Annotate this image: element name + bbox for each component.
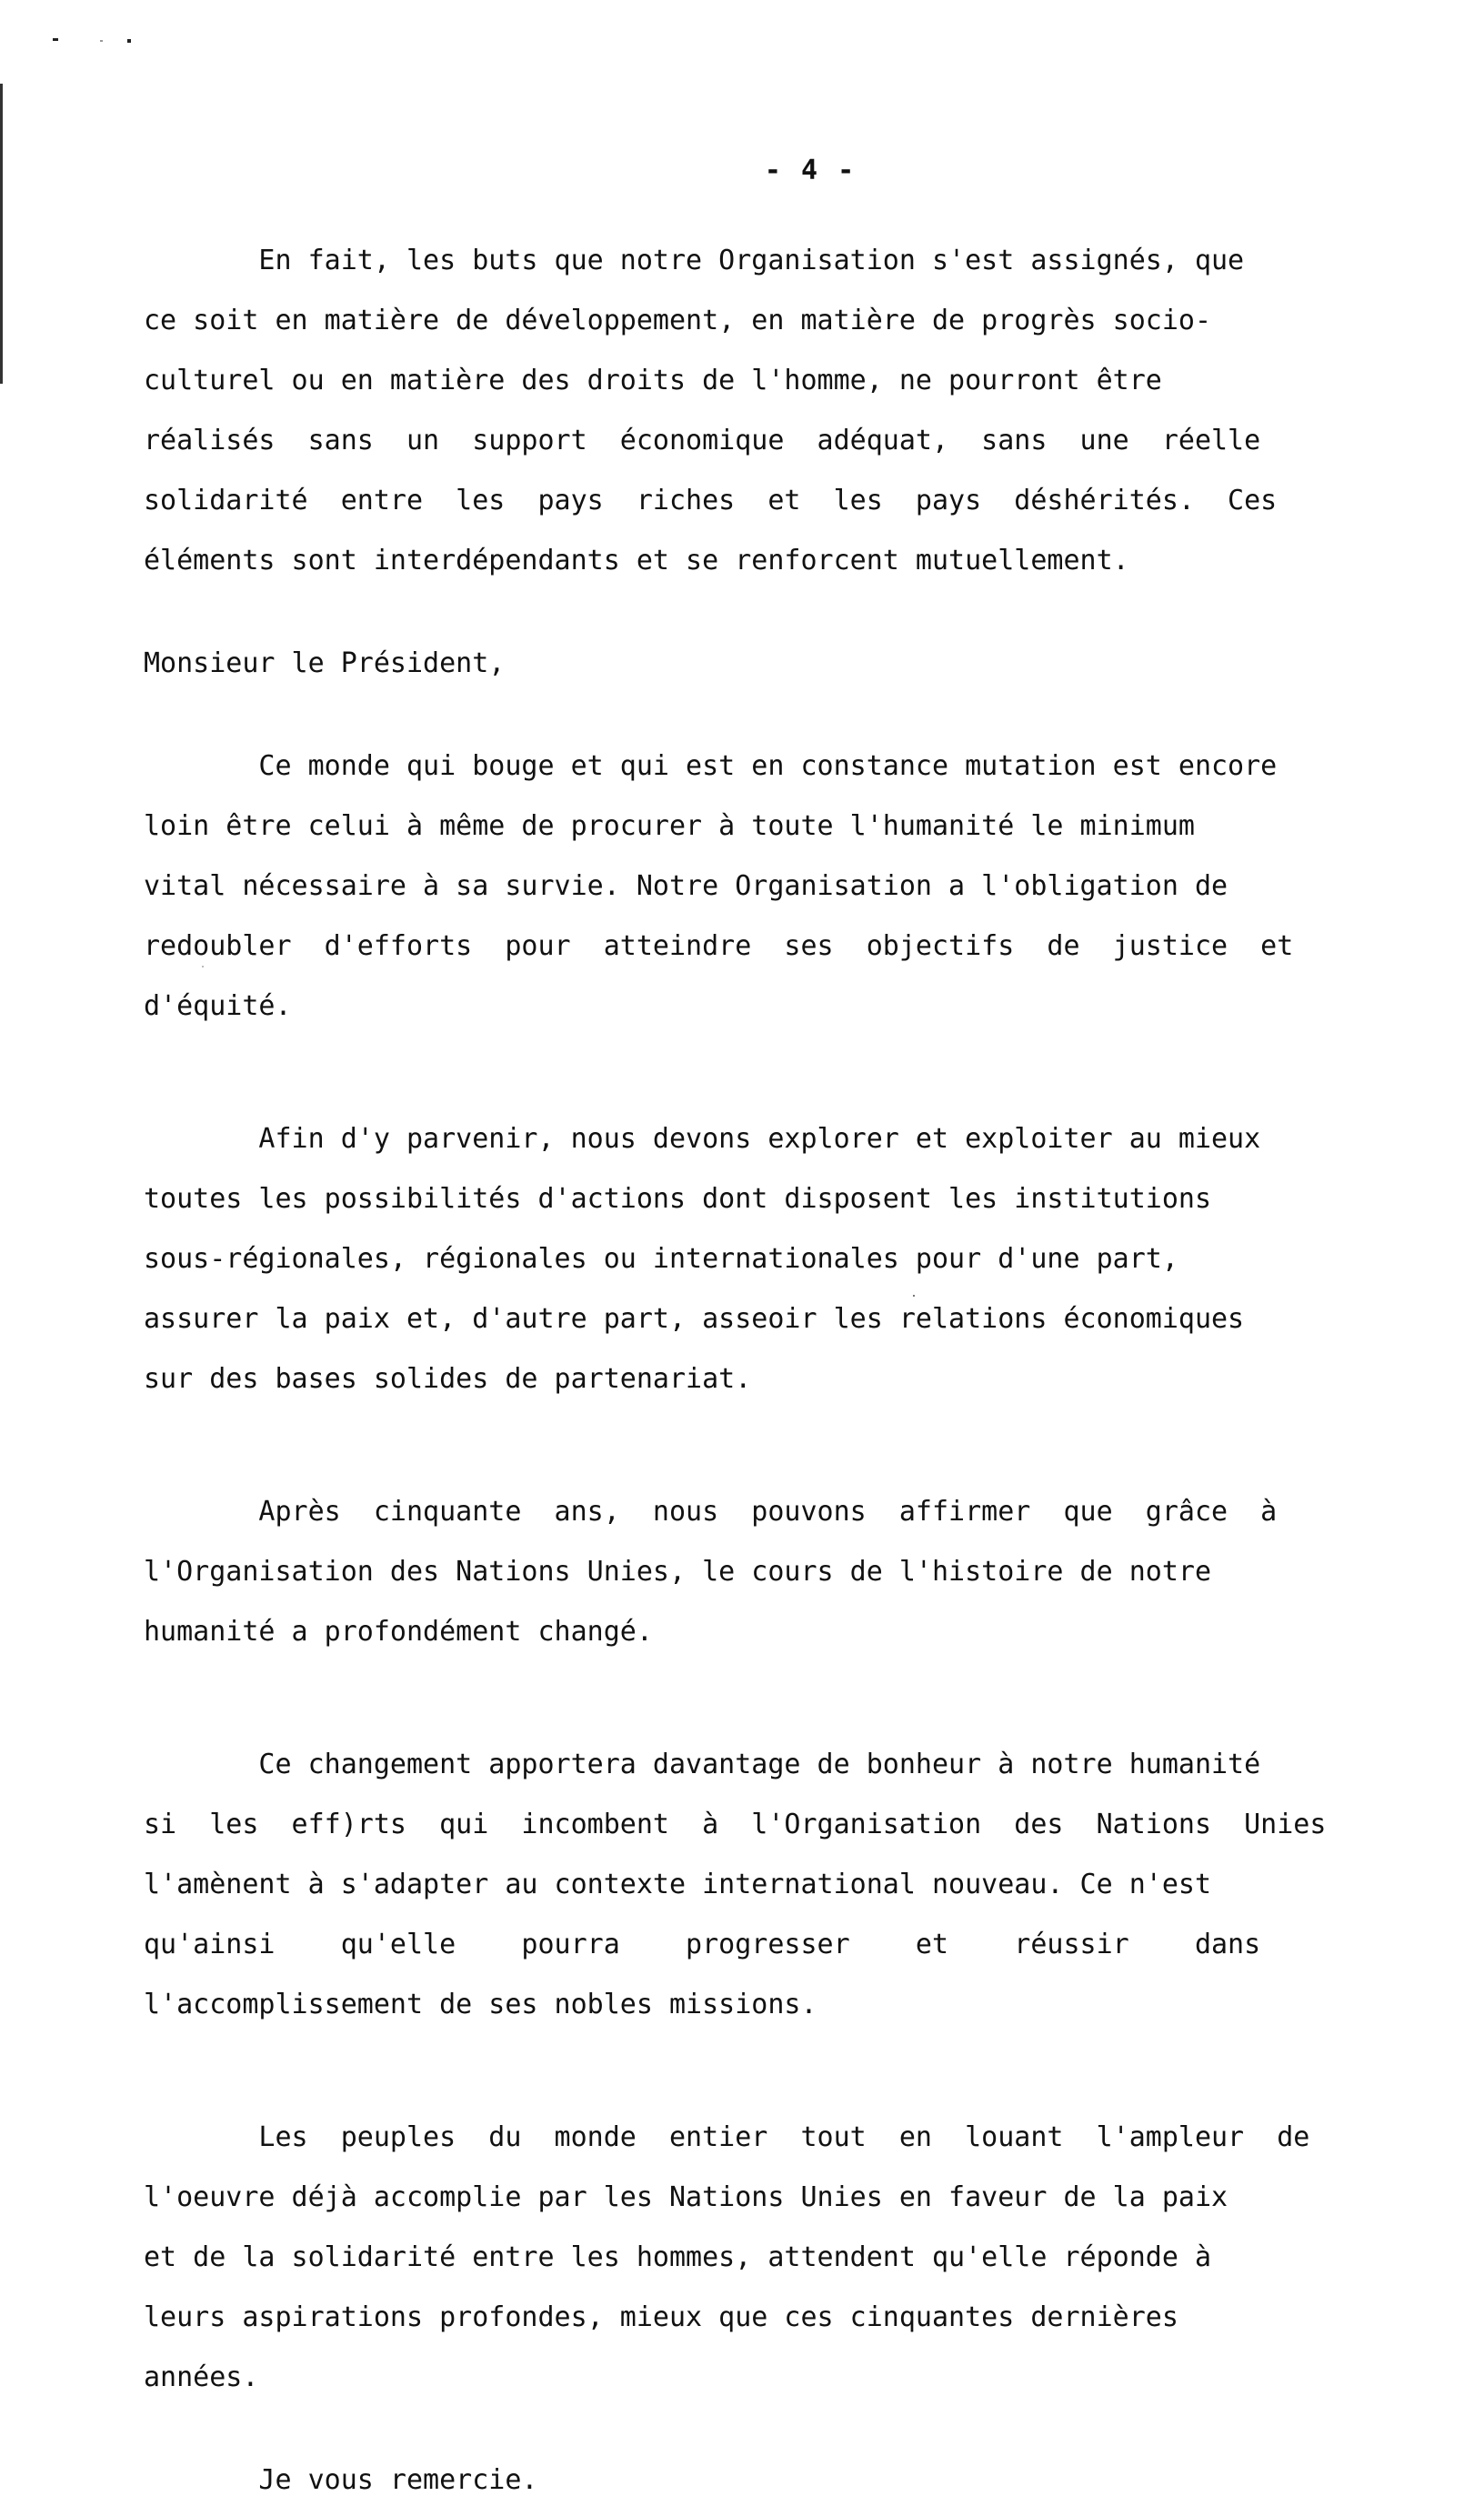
paragraph: [144, 721, 1326, 1051]
paragraph: [144, 1719, 1326, 2050]
text-line: sous-régionales, régionales ou internationales pour d'une part,: [144, 1243, 1178, 1275]
closing-remark: Je vous remercie.: [144, 2464, 538, 2496]
text-line: l'Organisation des Nations Unies, le cours de l'histoire de notre: [144, 1556, 1211, 1588]
text-line: Ce monde qui bouge et qui est en constance mutation est encore: [144, 750, 1278, 782]
text-line: Après cinquante ans, nous pouvons affirmer que grâce à: [144, 1496, 1278, 1528]
text-line: culturel ou en matière des droits de l'homme, ne pourront être: [144, 365, 1162, 396]
text-line: Les peuples du monde entier tout en louant l'ampleur de: [144, 2121, 1310, 2153]
text-line: Ce changement apportera davantage de bonheur à notre humanité: [144, 1749, 1261, 1780]
text-line: et de la solidarité entre les hommes, attendent qu'elle réponde à: [144, 2241, 1211, 2273]
text-line: qu'ainsi qu'elle pourra progresser et réussir dans: [144, 1929, 1261, 1960]
salutation: Monsieur le Président,: [144, 647, 506, 679]
page-number: - 4 -: [764, 155, 857, 186]
paragraph: [144, 1094, 1326, 1424]
scan-left-edge-line: [0, 84, 3, 384]
text-line: éléments sont interdépendants et se renforcent mutuellement.: [144, 545, 1129, 576]
text-line: solidarité entre les pays riches et les pays déshérités. Ces: [144, 485, 1278, 516]
text-line: redoubler d'efforts pour atteindre ses objectifs de justice et: [144, 930, 1294, 962]
text-line: toutes les possibilités d'actions dont disposent les institutions: [144, 1183, 1211, 1215]
paragraph: [144, 2092, 1326, 2422]
text-line: loin être celui à même de procurer à toute l'humanité le minimum: [144, 810, 1195, 842]
text-line: ce soit en matière de développement, en matière de progrès socio-: [144, 305, 1211, 336]
document-body: [144, 216, 1326, 2495]
text-line: d'équité.: [144, 990, 292, 1022]
text-line: si les eff)rts qui incombent à l'Organisation des Nations Unies: [144, 1809, 1327, 1840]
text-line: l'amènent à s'adapter au contexte international nouveau. Ce n'est: [144, 1869, 1211, 1900]
text-line: sur des bases solides de partenariat.: [144, 1363, 752, 1395]
scan-speck: [100, 40, 103, 42]
text-line: années.: [144, 2361, 259, 2393]
text-line: humanité a profondément changé.: [144, 1616, 653, 1648]
text-line: leurs aspirations profondes, mieux que ces cinquantes dernières: [144, 2301, 1178, 2333]
text-line: l'oeuvre déjà accomplie par les Nations Unies en faveur de la paix: [144, 2181, 1228, 2213]
text-line: l'accomplissement de ses nobles missions.: [144, 1989, 817, 2020]
text-line: vital nécessaire à sa survie. Notre Organisation a l'obligation de: [144, 870, 1228, 902]
paragraph: [144, 1467, 1326, 1677]
text-line: réalisés sans un support économique adéquat, sans une réelle: [144, 425, 1261, 456]
text-line: assurer la paix et, d'autre part, asseoir les relations économiques: [144, 1303, 1245, 1335]
text-line: Afin d'y parvenir, nous devons explorer et exploiter au mieux: [144, 1123, 1261, 1155]
scan-speck: [53, 38, 58, 41]
paragraph: [144, 216, 1326, 606]
scan-speck: [127, 39, 131, 43]
text-line: En fait, les buts que notre Organisation s'est assignés, que: [144, 245, 1245, 276]
